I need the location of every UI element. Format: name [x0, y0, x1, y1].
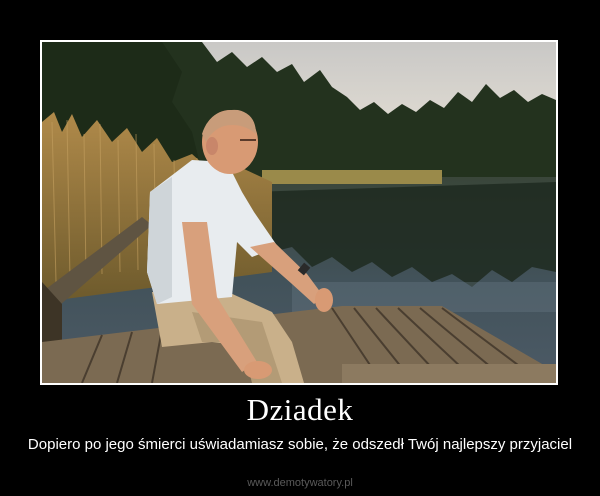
photo-old-man-on-pier	[42, 42, 556, 383]
poster-subtitle: Dopiero po jego śmierci uświadamiasz sobie, że odszedł Twój najlepszy przyjaciel	[27, 436, 573, 453]
photo-frame	[40, 40, 558, 385]
poster-title: Dziadek	[246, 392, 354, 427]
site-watermark: www.demotywatory.pl	[247, 477, 353, 489]
